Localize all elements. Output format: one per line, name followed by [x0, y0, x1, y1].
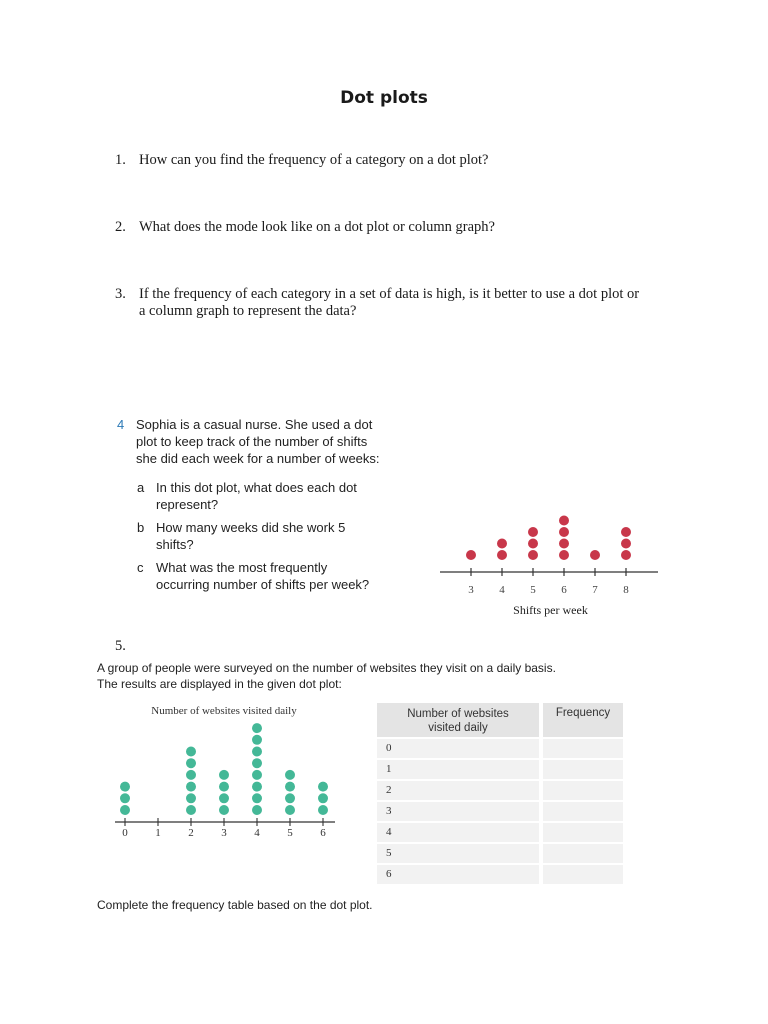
part-a-line-2: represent? [156, 497, 219, 512]
question-4-line-1: Sophia is a casual nurse. She used a dot [136, 417, 373, 432]
websites-dot [186, 793, 196, 803]
question-4-line-3: she did each week for a number of weeks: [136, 451, 380, 466]
websites-tick-label: 2 [188, 827, 194, 839]
shifts-dot [528, 550, 538, 560]
websites-dot [186, 805, 196, 815]
table-header-websites [377, 703, 539, 737]
part-c-letter: c [137, 560, 144, 575]
websites-dot [252, 758, 262, 768]
question-5-number: 5. [115, 638, 126, 654]
websites-dot [252, 747, 262, 757]
shifts-dot-plot [430, 505, 670, 625]
websites-dot [252, 735, 262, 745]
websites-dot [252, 782, 262, 792]
page-title: Dot plots [340, 88, 428, 108]
websites-tick-label: 5 [287, 827, 293, 839]
websites-dot [219, 782, 229, 792]
websites-dot [285, 805, 295, 815]
table-row-frequency-cell[interactable] [543, 865, 623, 884]
table-header-websites-line-1: Number of websites [407, 708, 509, 720]
shifts-tick-label: 3 [468, 584, 474, 596]
question-3-text-line-1: If the frequency of each category in a set of data is high, is it better to use a dot plot or [139, 286, 640, 302]
websites-dot [120, 782, 130, 792]
websites-dot [252, 805, 262, 815]
part-b-line-1: How many weeks did she work 5 [156, 520, 346, 535]
websites-dot [285, 793, 295, 803]
table-row-label: 2 [386, 784, 392, 796]
shifts-dot [621, 550, 631, 560]
websites-dot [219, 805, 229, 815]
websites-dot [120, 793, 130, 803]
part-b-letter: b [137, 520, 145, 535]
table-row-value-cell [377, 844, 539, 863]
question-1-text: How can you find the frequency of a category on a dot plot? [139, 152, 489, 168]
question-5-intro-line-2: The results are displayed in the given dot plot: [97, 677, 342, 691]
shifts-dot [559, 527, 569, 537]
shifts-dot [559, 516, 569, 526]
websites-chart-title: Number of websites visited daily [151, 705, 297, 717]
table-row-value-cell [377, 802, 539, 821]
part-c-line-2: occurring number of shifts per week? [156, 577, 370, 592]
table-row-label: 6 [386, 868, 392, 880]
question-1 [115, 152, 126, 169]
table-row-frequency-cell[interactable] [543, 844, 623, 863]
shifts-dot [590, 550, 600, 560]
part-a-letter: a [137, 480, 145, 495]
table-row-frequency-cell[interactable] [543, 760, 623, 779]
websites-dot [318, 805, 328, 815]
table-row-value-cell [377, 865, 539, 884]
shifts-dot [621, 527, 631, 537]
question-2-number: 2. [115, 219, 126, 235]
part-a-line-1: In this dot plot, what does each dot [156, 480, 357, 495]
shifts-dot [621, 539, 631, 549]
websites-dot [186, 782, 196, 792]
table-row-value-cell [377, 781, 539, 800]
question-3-number: 3. [115, 286, 126, 302]
shifts-dot [559, 539, 569, 549]
shifts-dot [559, 550, 569, 560]
websites-tick-label: 6 [320, 827, 326, 839]
table-row-value-cell [377, 823, 539, 842]
shifts-dot [497, 539, 507, 549]
websites-dot [318, 782, 328, 792]
websites-dot [219, 793, 229, 803]
shifts-tick-label: 4 [499, 584, 505, 596]
table-header-frequency [543, 703, 623, 737]
question-1-number: 1. [115, 152, 126, 168]
websites-dot [252, 770, 262, 780]
table-row-value-cell [377, 739, 539, 758]
table-row-label: 0 [386, 742, 392, 754]
shifts-dot [497, 550, 507, 560]
table-row-label: 4 [386, 826, 392, 838]
websites-dot [219, 770, 229, 780]
websites-dot [252, 723, 262, 733]
table-row-frequency-cell[interactable] [543, 781, 623, 800]
websites-dot [318, 793, 328, 803]
question-2-text: What does the mode look like on a dot plot or column graph? [139, 219, 495, 235]
websites-dot [285, 782, 295, 792]
websites-tick-label: 0 [122, 827, 128, 839]
shifts-tick-label: 8 [623, 584, 629, 596]
shifts-tick-label: 5 [530, 584, 536, 596]
shifts-x-axis-label: Shifts per week [513, 603, 588, 617]
websites-dot-plot [105, 700, 345, 845]
shifts-dot [528, 539, 538, 549]
question-4-number: 4 [117, 417, 125, 432]
table-row-label: 1 [386, 763, 392, 775]
table-header-websites-line-2: visited daily [428, 722, 488, 734]
question-3-text-line-2: a column graph to represent the data? [139, 303, 357, 319]
question-5-footer: Complete the frequency table based on the dot plot. [97, 898, 373, 912]
websites-dot [186, 747, 196, 757]
websites-dot [120, 805, 130, 815]
websites-dot [285, 770, 295, 780]
table-row-label: 5 [386, 847, 392, 859]
question-4-line-2: plot to keep track of the number of shifts [136, 434, 368, 449]
websites-dot [252, 793, 262, 803]
table-row-value-cell [377, 760, 539, 779]
websites-tick-label: 3 [221, 827, 227, 839]
shifts-tick-label: 7 [592, 584, 598, 596]
websites-dot [186, 758, 196, 768]
shifts-tick-label: 6 [561, 584, 567, 596]
question-5-intro-line-1: A group of people were surveyed on the number of websites they visit on a daily basis. [97, 661, 556, 675]
shifts-dot [466, 550, 476, 560]
table-row-frequency-cell[interactable] [543, 823, 623, 842]
part-c-line-1: What was the most frequently [156, 560, 328, 575]
table-row-frequency-cell[interactable] [543, 802, 623, 821]
table-row-label: 3 [386, 805, 392, 817]
table-row-frequency-cell[interactable] [543, 739, 623, 758]
websites-dot [186, 770, 196, 780]
websites-tick-label: 4 [254, 827, 260, 839]
shifts-dot [528, 527, 538, 537]
part-b-line-2: shifts? [156, 537, 194, 552]
table-header-frequency-label: Frequency [555, 707, 611, 719]
websites-tick-label: 1 [155, 827, 161, 839]
